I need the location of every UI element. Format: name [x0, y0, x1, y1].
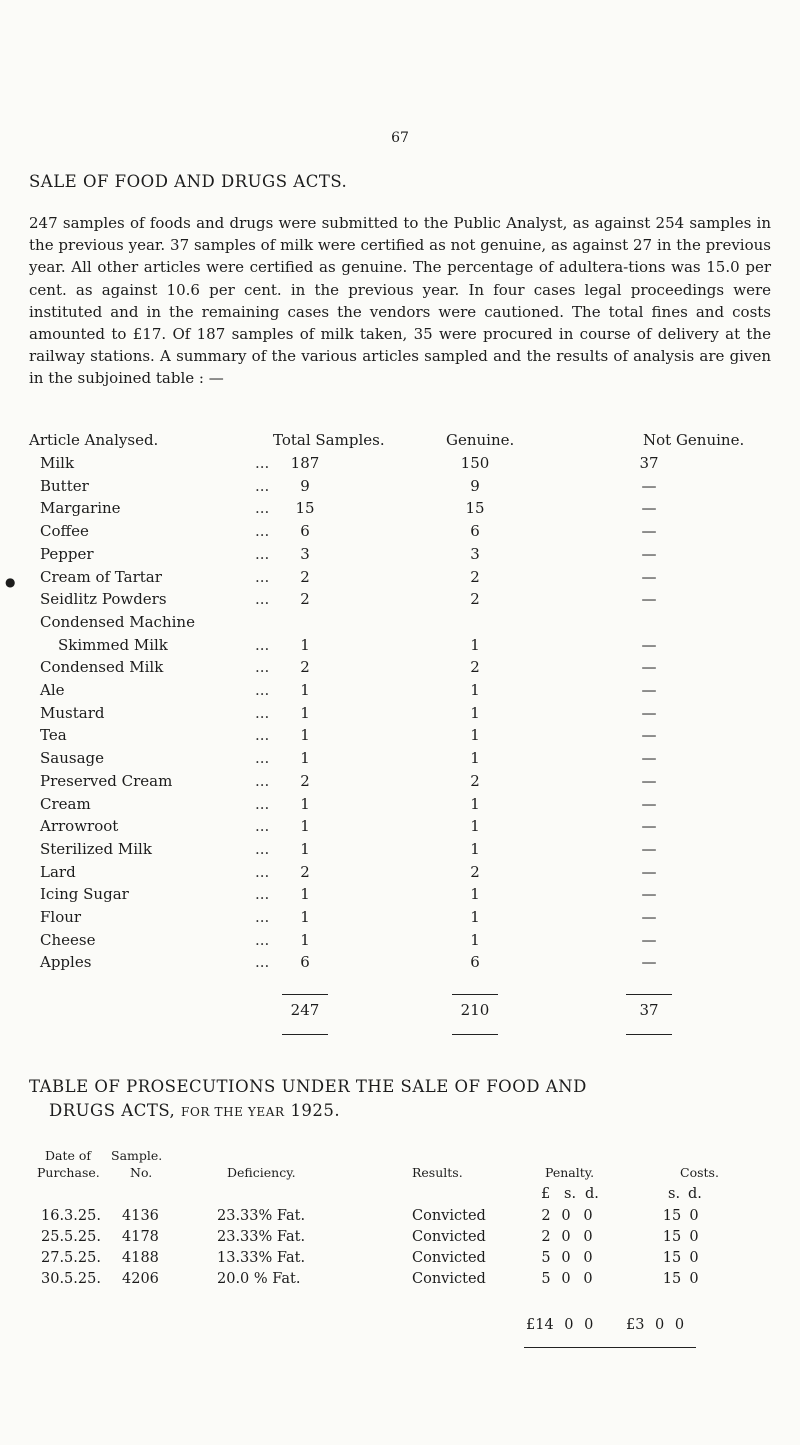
rule-total-top [282, 994, 328, 995]
prosecution-penalty-shillings: 0 [561, 1250, 571, 1266]
hdr-deficiency: Deficiency. [227, 1165, 296, 1180]
summary-total: 2 [300, 568, 310, 586]
summary-article: Pepper [40, 545, 94, 563]
summary-total: 1 [300, 817, 310, 835]
summary-not-genuine: — [641, 568, 657, 586]
summary-total: 1 [300, 749, 310, 767]
summary-genuine: 1 [470, 749, 480, 767]
summary-article: Arrowroot [40, 817, 119, 835]
hdr-cost-pence: d. [688, 1186, 702, 1202]
summary-genuine: 1 [470, 636, 480, 654]
summary-genuine: 2 [470, 863, 480, 881]
leader-dots: ... [255, 749, 270, 767]
summary-genuine: 3 [470, 545, 480, 563]
prosecution-date: 27.5.25. [41, 1250, 101, 1266]
prosecution-costs-pence: 0 [689, 1208, 699, 1224]
leader-dots: ... [255, 545, 270, 563]
prosecutions-title-line2: DRUGS ACTS, FOR THE YEAR 1925. [49, 1101, 341, 1120]
summary-not-genuine: — [641, 885, 657, 903]
prosecution-penalty-shillings: 0 [561, 1271, 571, 1287]
summary-article: Condensed Machine [40, 613, 195, 631]
leader-dots: ... [255, 704, 270, 722]
prosecution-deficiency: 23.33% Fat. [217, 1229, 306, 1245]
prosecution-result: Convicted [412, 1271, 486, 1287]
summary-not-genuine: — [641, 931, 657, 949]
leader-dots: ... [255, 931, 270, 949]
col-header-article: Article Analysed. [29, 431, 159, 449]
summary-not-genuine: — [641, 545, 657, 563]
summary-genuine: 1 [470, 908, 480, 926]
prosecution-penalty-pounds: 2 [541, 1208, 551, 1224]
summary-total: 1 [300, 795, 310, 813]
summary-article: Sausage [40, 749, 104, 767]
summary-total: 2 [300, 590, 310, 608]
prosecution-costs-pence: 0 [689, 1229, 699, 1245]
total-costs: £3 0 0 [626, 1317, 685, 1333]
prosecution-costs-shillings: 15 [662, 1229, 682, 1245]
prosecution-penalty-pounds: 5 [541, 1250, 551, 1266]
prosecution-costs-pence: 0 [689, 1271, 699, 1287]
prosecution-result: Convicted [412, 1250, 486, 1266]
summary-total: 1 [300, 726, 310, 744]
summary-article: Milk [40, 454, 75, 472]
total-genuine-sum: 210 [460, 1001, 490, 1019]
hdr-date-1: Date of [45, 1148, 92, 1163]
prosecution-penalty-pounds: 5 [541, 1271, 551, 1287]
summary-total: 1 [300, 908, 310, 926]
leader-dots: ... [255, 953, 270, 971]
summary-genuine: 6 [470, 522, 480, 540]
summary-not-genuine: — [641, 863, 657, 881]
hdr-pen-pence: d. [585, 1186, 599, 1202]
prosecutions-title-line1: TABLE OF PROSECUTIONS UNDER THE SALE OF FOOD AND [29, 1077, 587, 1096]
prosecution-deficiency: 20.0 % Fat. [217, 1271, 301, 1287]
summary-not-genuine: — [641, 772, 657, 790]
prosecution-sample: 4188 [122, 1250, 159, 1266]
hdr-sample-2: No. [130, 1165, 153, 1180]
leader-dots: ... [255, 908, 270, 926]
prosecution-costs-shillings: 15 [662, 1208, 682, 1224]
leader-dots: ... [255, 568, 270, 586]
summary-total: 187 [290, 454, 320, 472]
summary-total: 1 [300, 681, 310, 699]
prosecution-date: 30.5.25. [41, 1271, 101, 1287]
summary-not-genuine: — [641, 522, 657, 540]
summary-not-genuine: — [641, 590, 657, 608]
summary-not-genuine: — [641, 749, 657, 767]
leader-dots: ... [255, 681, 270, 699]
rule-notgen-top [626, 994, 672, 995]
summary-article: Lard [40, 863, 76, 881]
prosecution-penalty-shillings: 0 [561, 1229, 571, 1245]
summary-genuine: 2 [470, 590, 480, 608]
summary-article: Sterilized Milk [40, 840, 152, 858]
summary-genuine: 6 [470, 953, 480, 971]
hdr-results: Results. [412, 1165, 463, 1180]
summary-not-genuine: — [641, 658, 657, 676]
summary-genuine: 1 [470, 817, 480, 835]
hdr-penalty: Penalty. [545, 1165, 595, 1180]
rule-genuine-top [452, 994, 498, 995]
summary-not-genuine: — [641, 840, 657, 858]
total-penalty: £14 0 0 [526, 1317, 594, 1333]
summary-not-genuine: — [641, 817, 657, 835]
summary-not-genuine: — [641, 477, 657, 495]
summary-genuine: 1 [470, 931, 480, 949]
prosecution-penalty-pence: 0 [583, 1208, 593, 1224]
summary-not-genuine: — [641, 499, 657, 517]
leader-dots: ... [255, 522, 270, 540]
summary-article: Cream of Tartar [40, 568, 162, 586]
summary-article: Ale [40, 681, 65, 699]
leader-dots: ... [255, 636, 270, 654]
prosecution-penalty-pence: 0 [583, 1250, 593, 1266]
prosecution-costs-shillings: 15 [662, 1271, 682, 1287]
rule-notgen-bottom [626, 1034, 672, 1035]
summary-total: 3 [300, 545, 310, 563]
bullet-mark: ● [5, 575, 16, 589]
summary-genuine: 15 [465, 499, 485, 517]
hdr-costs: Costs. [680, 1165, 719, 1180]
summary-not-genuine: — [641, 636, 657, 654]
summary-genuine: 1 [470, 840, 480, 858]
prosecution-date: 16.3.25. [41, 1208, 101, 1224]
leader-dots: ... [255, 454, 270, 472]
summary-not-genuine: 37 [639, 454, 659, 472]
intro-paragraph: 247 samples of foods and drugs were submitted to the Public Analyst, as against 254 samples in the previous year. 37 samples of milk were certified as not genuine, as against 27 in the previous year. All other articles were certified as genuine. The percentage of adultera-tions was 15.0 per cent. as against 10.6 per cent. in the previous year. In four cases legal proceedings were instituted and in the remaining cases the vendors were cautioned. The total fines and costs amounted to £17. Of 187 samples of milk taken, 35 were procured in course of delivery at the railway stations. A summary of the various articles sampled and the results of analysis are given in the subjoined table : — [29, 214, 771, 388]
summary-article: Flour [40, 908, 82, 926]
leader-dots: ... [255, 840, 270, 858]
summary-total: 9 [300, 477, 310, 495]
summary-not-genuine: — [641, 704, 657, 722]
prosecution-deficiency: 13.33% Fat. [217, 1250, 306, 1266]
rule-genuine-bottom [452, 1034, 498, 1035]
hdr-cost-shillings: s. [668, 1186, 681, 1202]
summary-total: 2 [300, 863, 310, 881]
summary-not-genuine: — [641, 726, 657, 744]
summary-genuine: 1 [470, 795, 480, 813]
summary-genuine: 2 [470, 568, 480, 586]
prosecution-penalty-pounds: 2 [541, 1229, 551, 1245]
summary-genuine: 150 [460, 454, 490, 472]
leader-dots: ... [255, 863, 270, 881]
section-title: SALE OF FOOD AND DRUGS ACTS. [29, 172, 348, 191]
rule-total-bottom [282, 1034, 328, 1035]
col-header-not-genuine: Not Genuine. [643, 431, 745, 449]
summary-article: Preserved Cream [40, 772, 173, 790]
summary-not-genuine: — [641, 681, 657, 699]
prosecution-penalty-pence: 0 [583, 1229, 593, 1245]
leader-dots: ... [255, 658, 270, 676]
leader-dots: ... [255, 477, 270, 495]
prosecution-costs-pence: 0 [689, 1250, 699, 1266]
summary-article: Margarine [40, 499, 121, 517]
total-samples-sum: 247 [290, 1001, 320, 1019]
summary-article: Seidlitz Powders [40, 590, 167, 608]
summary-article: Coffee [40, 522, 89, 540]
summary-total: 2 [300, 772, 310, 790]
prosecution-penalty-shillings: 0 [561, 1208, 571, 1224]
col-header-genuine: Genuine. [446, 431, 515, 449]
prosecution-sample: 4206 [122, 1271, 159, 1287]
summary-not-genuine: — [641, 908, 657, 926]
page-number: 67 [391, 130, 409, 146]
summary-total: 1 [300, 704, 310, 722]
summary-total: 1 [300, 931, 310, 949]
summary-not-genuine: — [641, 953, 657, 971]
leader-dots: ... [255, 772, 270, 790]
summary-genuine: 1 [470, 681, 480, 699]
summary-genuine: 2 [470, 658, 480, 676]
prosecution-result: Convicted [412, 1208, 486, 1224]
prosecution-deficiency: 23.33% Fat. [217, 1208, 306, 1224]
summary-genuine: 1 [470, 704, 480, 722]
summary-total: 1 [300, 840, 310, 858]
leader-dots: ... [255, 885, 270, 903]
prosecution-sample: 4178 [122, 1229, 159, 1245]
summary-article: Butter [40, 477, 89, 495]
summary-total: 6 [300, 522, 310, 540]
prosecution-result: Convicted [412, 1229, 486, 1245]
summary-article: Apples [40, 953, 92, 971]
prosecution-costs-shillings: 15 [662, 1250, 682, 1266]
leader-dots: ... [255, 499, 270, 517]
summary-total: 2 [300, 658, 310, 676]
summary-genuine: 1 [470, 726, 480, 744]
summary-not-genuine: — [641, 795, 657, 813]
leader-dots: ... [255, 726, 270, 744]
total-not-genuine-sum: 37 [639, 1001, 659, 1019]
leader-dots: ... [255, 795, 270, 813]
summary-genuine: 1 [470, 885, 480, 903]
summary-article: Condensed Milk [40, 658, 164, 676]
summary-total: 1 [300, 885, 310, 903]
summary-total: 1 [300, 636, 310, 654]
prosecutions-title [29, 1075, 587, 1124]
prosecution-date: 25.5.25. [41, 1229, 101, 1245]
prosecution-penalty-pence: 0 [583, 1271, 593, 1287]
summary-article: Skimmed Milk [58, 636, 168, 654]
summary-article: Cream [40, 795, 91, 813]
summary-article: Icing Sugar [40, 885, 129, 903]
hdr-pen-shillings: s. [564, 1186, 577, 1202]
leader-dots: ... [255, 590, 270, 608]
summary-article: Mustard [40, 704, 105, 722]
summary-genuine: 9 [470, 477, 480, 495]
hdr-sample-1: Sample. [111, 1148, 163, 1163]
prosecution-sample: 4136 [122, 1208, 159, 1224]
col-header-total: Total Samples. [273, 431, 385, 449]
summary-article: Tea [40, 726, 67, 744]
hdr-pen-pounds: £ [541, 1186, 551, 1202]
rule-prosecution-total [524, 1347, 696, 1348]
hdr-date-2: Purchase. [37, 1165, 100, 1180]
leader-dots: ... [255, 817, 270, 835]
summary-genuine: 2 [470, 772, 480, 790]
summary-article: Cheese [40, 931, 96, 949]
summary-total: 15 [295, 499, 315, 517]
summary-total: 6 [300, 953, 310, 971]
